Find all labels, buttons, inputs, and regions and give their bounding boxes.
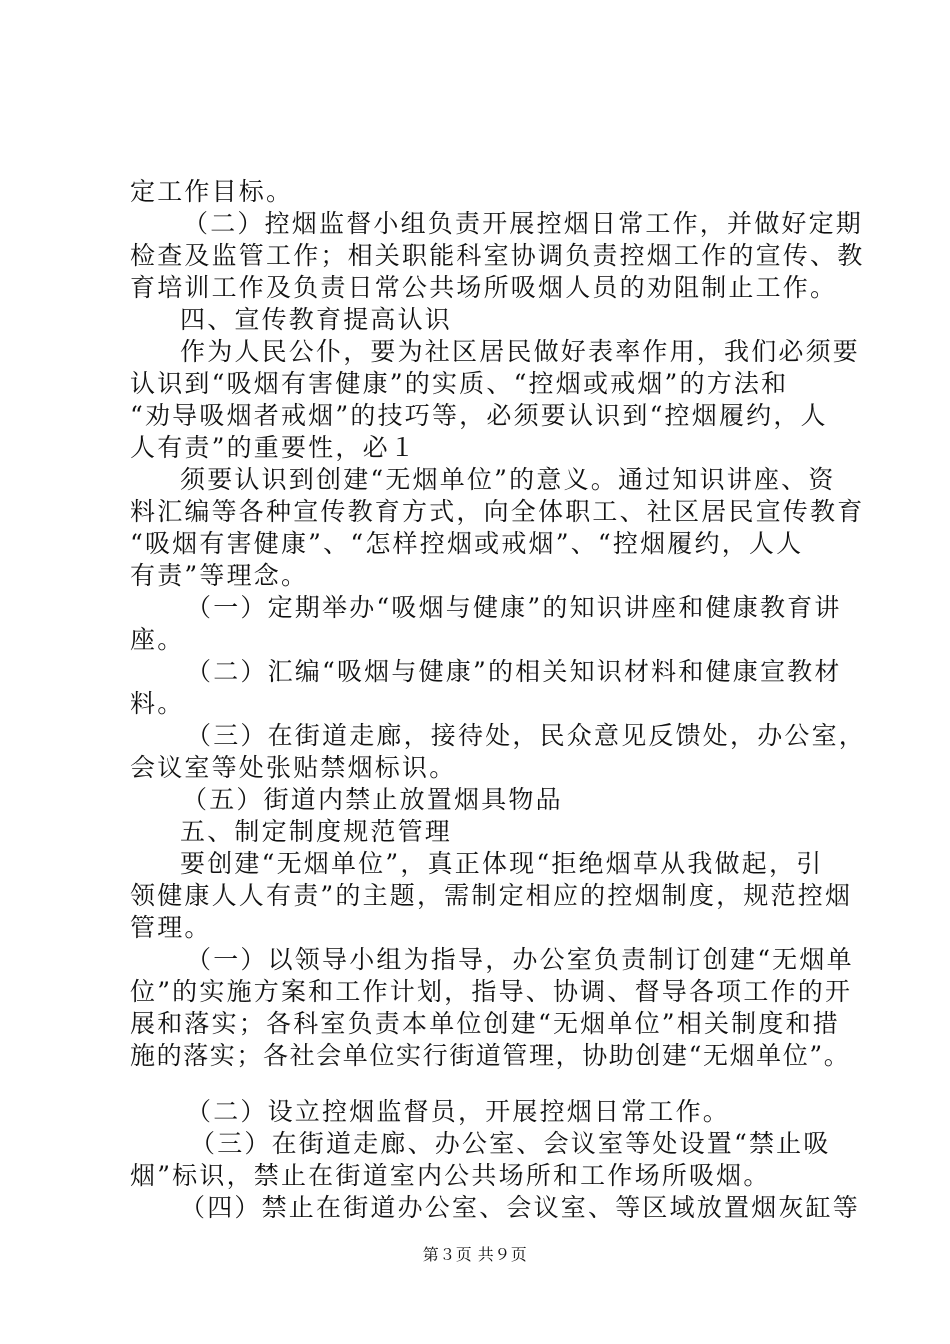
text-line: “吸烟有害健康”、“怎样控烟或戒烟”、“控烟履约，人人 bbox=[130, 529, 804, 558]
list-item: （一）以领导小组为指导，办公室负责制订创建“无烟单 bbox=[186, 945, 854, 974]
page-number: 第３页 共９页 bbox=[422, 1245, 528, 1264]
list-item: （二）汇编“吸烟与健康”的相关知识材料和健康宣教材 bbox=[186, 657, 842, 686]
list-item: （二）设立控烟监督员，开展控烟日常工作。 bbox=[186, 1097, 731, 1126]
text-line: 要创建“无烟单位”，真正体现“拒绝烟草从我做起，引 bbox=[180, 849, 824, 878]
text-line: 座。 bbox=[130, 625, 185, 654]
text-line: 领健康人人有责”的主题，需制定相应的控烟制度，规范控烟 bbox=[130, 881, 853, 910]
text-line: 料。 bbox=[130, 689, 185, 718]
section-heading: 四、宣传教育提高认识 bbox=[180, 305, 453, 334]
list-item: （三）在街道走廊，接待处，民众意见反馈处，办公室， bbox=[186, 721, 867, 750]
text-line: 有责”等理念。 bbox=[130, 561, 309, 590]
section-heading: 五、制定制度规范管理 bbox=[180, 817, 453, 846]
text-line: 育培训工作及负责日常公共场所吸烟人员的劝阻制止工作。 bbox=[130, 273, 838, 302]
text-line: 展和落实；各科室负责本单位创建“无烟单位”相关制度和措 bbox=[130, 1009, 840, 1038]
text-line: 管理。 bbox=[130, 913, 212, 942]
text-line: 检查及监管工作；相关职能科室协调负责控烟工作的宣传、教 bbox=[130, 241, 865, 270]
text-line: 会议室等处张贴禁烟标识。 bbox=[130, 753, 457, 782]
list-item: （一）定期举办“吸烟与健康”的知识讲座和健康教育讲 bbox=[186, 593, 842, 622]
text-line: 定工作目标。 bbox=[130, 177, 294, 206]
list-item: （四）禁止在街道办公室、会议室、等区域放置烟灰缸等 bbox=[180, 1193, 861, 1222]
text-line: 料汇编等各种宣传教育方式，向全体职工、社区居民宣传教育 bbox=[130, 497, 865, 526]
list-item: （五）街道内禁止放置烟具物品 bbox=[182, 785, 563, 814]
list-item: （三）在街道走廊、办公室、会议室等处设置“禁止吸 bbox=[190, 1129, 831, 1158]
text-line: 位”的实施方案和工作计划，指导、协调、督导各项工作的开 bbox=[130, 977, 853, 1006]
text-line: 人有责”的重要性，必１ bbox=[130, 433, 417, 462]
text-line: 须要认识到创建“无烟单位”的意义。通过知识讲座、资 bbox=[180, 465, 836, 494]
text-line: 施的落实；各社会单位实行街道管理，协助创建“无烟单位”。 bbox=[130, 1041, 851, 1070]
text-line: “劝导吸烟者戒烟”的技巧等，必须要认识到“控烟履约，人 bbox=[130, 401, 828, 430]
text-line: 认识到“吸烟有害健康”的实质、“控烟或戒烟”的方法和 bbox=[130, 369, 789, 398]
text-line: 烟”标识，禁止在街道室内公共场所和工作场所吸烟。 bbox=[130, 1161, 771, 1190]
text-line: 作为人民公仆，要为社区居民做好表率作用，我们必须要 bbox=[180, 337, 861, 366]
text-line: （二）控烟监督小组负责开展控烟日常工作，并做好定期 bbox=[183, 209, 864, 238]
